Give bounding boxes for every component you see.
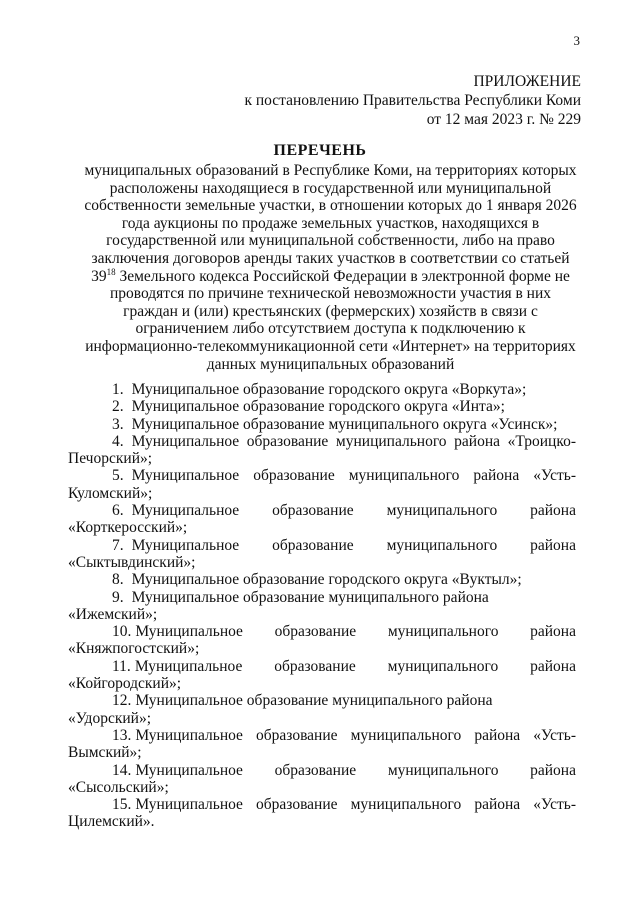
- list-item: [68, 398, 576, 415]
- list-item-text: Муниципальное образование муниципального района «Удорский»;: [68, 692, 493, 727]
- list-item-text: Муниципальное образование муниципального района «Троицко-Печорский»;: [68, 432, 576, 468]
- list-item: [68, 796, 576, 831]
- list-item: [68, 589, 576, 624]
- list-item: [68, 658, 576, 693]
- list-item: [68, 623, 576, 658]
- list-item-text: Муниципальное образование муниципального района «Княжпогостский»;: [68, 623, 576, 658]
- list-item-text: Муниципальное образование муниципального района «Ижемский»;: [68, 588, 489, 623]
- document-heading: ПЕРЕЧЕНЬ: [273, 142, 367, 159]
- list-item-number: 2.: [112, 398, 124, 416]
- list-item: [68, 762, 576, 797]
- list-item-number: 10.: [112, 623, 132, 641]
- list-item-text: Муниципальное образование городского округа «Воркута»;: [131, 381, 527, 398]
- list-item-number: 8.: [112, 571, 124, 589]
- appendix-header: [244, 72, 581, 129]
- list-item-number: 15.: [112, 796, 132, 814]
- subtitle-text-after: Земельного кодекса Российской Федерации в электронной форме не проводятся по причине технической невозможности участия в них граждан и (или) крестьянских (фермерских) хозяйств в связи с ограничением либо отсутствием доступа к подключению к информационно-телекоммуникационной сети «Интернет» на территориях данных муниципальных образований: [85, 267, 576, 373]
- list-item-text: Муниципальное образование муниципального района «Усть-Цилемский».: [68, 796, 576, 831]
- list-item: [68, 381, 576, 398]
- list-item-text: Муниципальное образование муниципального района «Сыктывдинский»;: [68, 536, 576, 571]
- list-item-text: Муниципальное образование муниципального района «Сысольский»;: [68, 761, 576, 796]
- list-item-number: 9.: [112, 588, 124, 606]
- list-item-number: 12.: [112, 692, 132, 710]
- list-item-number: 11.: [112, 657, 131, 675]
- list-item-number: 5.: [112, 467, 124, 485]
- list-item-text: Муниципальное образование муниципального района «Койгородский»;: [68, 657, 576, 693]
- appendix-line-2: от 12 мая 2023 г. № 229: [426, 111, 581, 128]
- subtitle-superscript: 18: [106, 266, 116, 277]
- list-item-number: 1.: [112, 381, 124, 398]
- list-item: [68, 692, 576, 727]
- list-item-number: 7.: [112, 536, 124, 554]
- appendix-line-1: к постановлению Правительства Республики Коми: [244, 92, 581, 109]
- list-item-number: 13.: [112, 726, 132, 744]
- list-item: [68, 571, 576, 588]
- list-item-text: Муниципальное образование муниципального округа «Усинск»;: [131, 415, 558, 433]
- document-subtitle: [82, 162, 579, 373]
- subtitle-text: муниципальных образований в Республике Коми, на территориях которых расположены находящиеся в государственной или муниципальной собственности земельные участки, в отношении которых до 1 января 2026 года аукционы по продаже земельных участков, находящихся в государственной или муниципальной собственности, либо на право заключения договоров аренды таких участков в соответствии со статьей 39: [84, 162, 577, 285]
- list-item: [68, 467, 576, 502]
- municipality-list: [68, 381, 576, 831]
- list-item-number: 4.: [112, 432, 124, 450]
- appendix-title: ПРИЛОЖЕНИЕ: [473, 73, 581, 90]
- list-item-text: Муниципальное образование городского округа «Вуктыл»;: [131, 571, 522, 589]
- list-item-text: Муниципальное образование муниципального района «Корткеросский»;: [68, 502, 576, 537]
- list-item: [68, 433, 576, 468]
- list-item: [68, 727, 576, 762]
- list-item-text: Муниципальное образование муниципального района «Усть-Вымский»;: [68, 726, 576, 762]
- list-item: [68, 416, 576, 433]
- list-item-number: 14.: [112, 761, 132, 779]
- list-item: [68, 537, 576, 572]
- list-item: [68, 502, 576, 537]
- list-item-number: 6.: [112, 502, 124, 520]
- list-item-text: Муниципальное образование муниципального района «Усть-Куломский»;: [68, 467, 576, 502]
- list-item-number: 3.: [112, 415, 124, 433]
- page-number: 3: [573, 33, 580, 48]
- list-item-text: Муниципальное образование городского округа «Инта»;: [131, 398, 505, 416]
